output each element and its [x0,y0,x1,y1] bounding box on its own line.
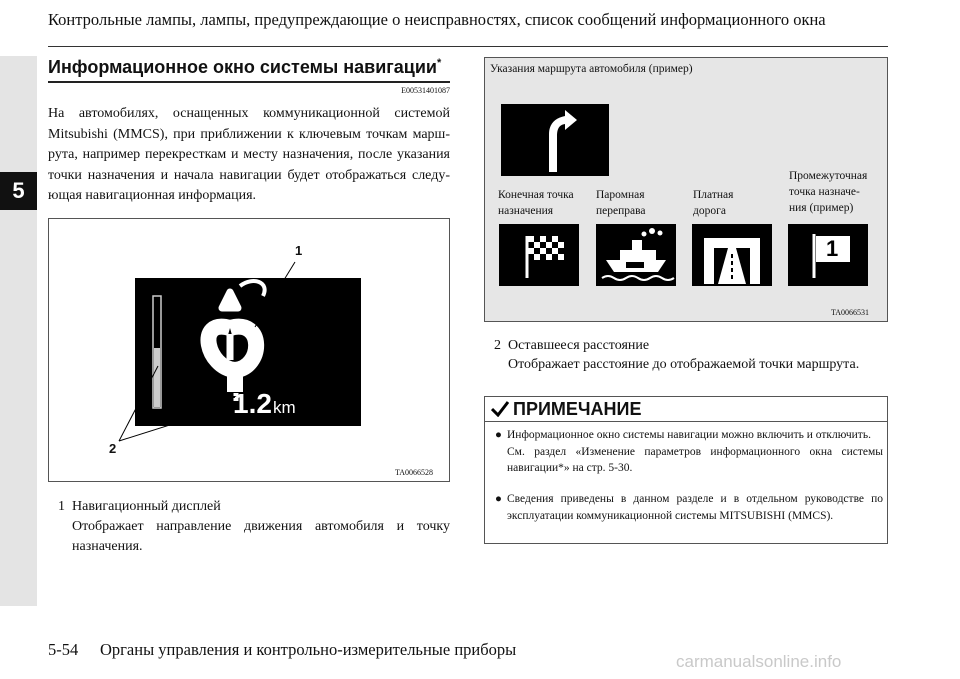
route-guidance-figure [484,57,888,322]
check-icon [491,401,509,417]
navigation-display-figure [48,218,450,482]
page-number: 5-54 [48,640,79,659]
label-ferry: Паромная переправа [596,189,646,217]
footer-title: Органы управления и контрольно-измерительные приборы [100,640,517,659]
figure-right-code: TA0066531 [831,308,870,317]
header-rule [48,46,888,47]
title-rule [48,81,450,83]
note-box [484,396,888,544]
label-waypoint: Промежуточная точка назначе- ния (пример) [789,170,868,214]
checkered-flag-icon [499,224,579,286]
label-destination: Конечная точка назначения [498,189,574,217]
list-item-remaining-distance [494,336,886,374]
distance-unit: km [273,398,296,417]
route-guidance-title: Указания маршрута автомобиля (пример) [490,63,693,75]
list-number: 1 [58,499,65,514]
note-heading-text: ПРИМЕЧАНИЕ [513,399,642,419]
bullet: ● [495,493,502,505]
note-item [495,491,883,524]
note-heading [485,397,887,422]
figure-left-code: TA0066528 [395,468,434,477]
ferry-tile [596,224,676,286]
note-text: См. раздел «Изменение параметров информационного окна системы навигации*» на стр. 5-30. [507,445,883,474]
label-toll-road: Платная дорога [693,189,734,217]
list-description: Отображает расстояние до отображаемой точки маршрута. [508,357,860,372]
toll-gate-icon [692,224,772,286]
page-footer [48,640,516,660]
bullet: ● [495,429,502,441]
intro-paragraph: На автомобилях, оснащенных коммуникационной системой Mitsubishi (MMCS), при приближении к ключевым точкам марш-рута, например перекресткам и месту назначения, после указания точки назначения и начала навигации будет отображаться следу-ющая навигационная информация. [48,106,450,203]
list-description: Отображает направление движения автомобиля и точку назначения. [72,519,450,554]
list-number: 2 [494,338,501,353]
list-item-navigation-display [58,497,450,557]
side-strip [0,56,37,606]
section-code: E00531401087 [401,86,450,95]
list-title: Оставшееся расстояние [508,338,650,353]
section-title-text: Информационное окно системы навигации [48,57,437,77]
callout-1: 1 [295,243,303,258]
watermark: carmanualsonline.info [676,652,842,671]
ferry-icon [596,224,676,286]
section-title-mark: * [437,57,442,69]
distance-value: 1.2 [233,388,272,419]
waypoint-tile [788,224,868,286]
callout-2: 2 [109,441,117,456]
list-title: Навигационный дисплей [72,499,221,514]
chapter-tab: 5 [0,172,37,210]
toll-road-tile [692,224,772,286]
note-text: Сведения приведены в данном разделе и в отдельном руководстве по эксплуатации коммуникационной системы MITSUBISHI (MMCS). [507,493,883,522]
section-title [48,57,441,78]
page-header: Контрольные лампы, лампы, предупреждающие о неисправностях, список сообщений информационного окна [48,10,826,29]
turn-arrow-tile [501,104,609,176]
destination-tile [499,224,579,286]
note-item [495,427,883,477]
waypoint-number: 1 [826,236,839,261]
note-text: Информационное окно системы навигации можно включить и отключить. [507,429,871,441]
turn-arrow-icon [501,104,609,176]
